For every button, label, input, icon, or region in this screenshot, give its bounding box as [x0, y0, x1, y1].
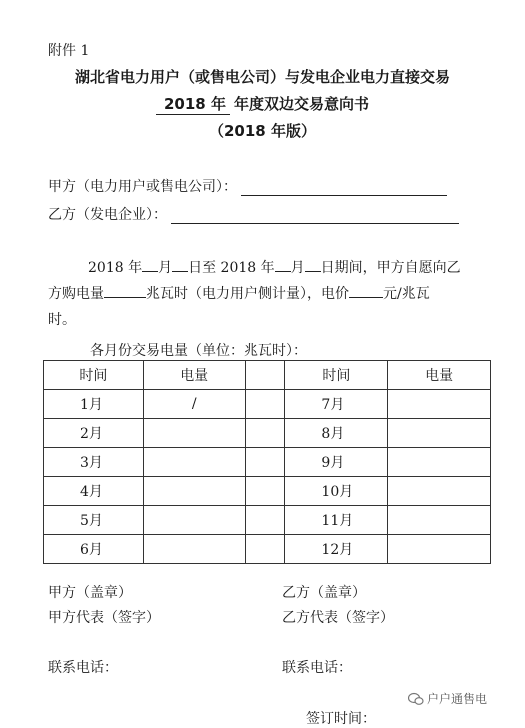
document-title-line1: 湖北省电力用户（或售电公司）与发电企业电力直接交易: [74, 68, 450, 86]
party-a-seal: 甲方（盖章）: [48, 585, 132, 601]
table-cell: 11月: [285, 506, 388, 535]
monthly-volume-table: [43, 360, 491, 564]
table-cell: [245, 390, 285, 419]
period-text: 月: [290, 260, 305, 276]
month-blank: [142, 257, 158, 272]
table-cell: [388, 535, 491, 564]
party-b-blank-line: [171, 209, 459, 224]
document-title-line2: [0, 93, 525, 115]
party-b-row: [48, 204, 459, 224]
table-cell: [245, 477, 285, 506]
quantity-blank: [104, 283, 146, 298]
table-header-cell: 时间: [44, 361, 144, 390]
title-line2-rest: 年度双边交易意向书: [233, 95, 369, 113]
table-cell: 5月: [44, 506, 144, 535]
day-blank: [172, 257, 188, 272]
party-b-representative: 乙方代表（签字）: [282, 610, 394, 626]
title-year: 2018 年: [156, 93, 230, 115]
table-cell: 4月: [44, 477, 144, 506]
table-cell: 9月: [285, 448, 388, 477]
signing-time: 签订时间：: [306, 711, 376, 727]
period-text: 日期间，甲方自愿向乙: [320, 260, 461, 276]
attachment-label: 附件 1: [48, 43, 90, 59]
period-text: 方购电量: [48, 286, 104, 302]
table-cell: 7月: [285, 390, 388, 419]
table-cell: [388, 448, 491, 477]
party-a-phone: 联系电话：: [48, 660, 118, 676]
month-blank: [275, 257, 291, 272]
table-header-cell: 电量: [388, 361, 491, 390]
table-cell: [245, 419, 285, 448]
party-b-seal: 乙方（盖章）: [282, 585, 366, 601]
party-b-phone: 联系电话：: [282, 660, 352, 676]
table-row: [44, 448, 491, 477]
table-cell: [388, 506, 491, 535]
table-header-cell: [245, 361, 285, 390]
table-cell: [143, 448, 245, 477]
table-row: [44, 419, 491, 448]
table-header-cell: 电量: [143, 361, 245, 390]
table-header-cell: 时间: [285, 361, 388, 390]
table-cell: [388, 390, 491, 419]
table-row: [44, 390, 491, 419]
period-line-1: [88, 255, 461, 281]
table-caption: 各月份交易电量（单位：兆瓦时）：: [90, 343, 307, 359]
table-cell: 3月: [44, 448, 144, 477]
table-header-row: [44, 361, 491, 390]
party-a-label: 甲方（电力用户或售电公司）：: [48, 179, 237, 195]
period-line-3: 时。: [48, 312, 76, 328]
party-a-representative: 甲方代表（签字）: [48, 610, 160, 626]
table-cell: [143, 506, 245, 535]
party-a-row: [48, 176, 447, 196]
table-cell: [388, 477, 491, 506]
table-cell: 2月: [44, 419, 144, 448]
table-cell: 1月: [44, 390, 144, 419]
table-cell: [143, 535, 245, 564]
table-cell: /: [143, 390, 245, 419]
table-row: [44, 535, 491, 564]
table-cell: [143, 477, 245, 506]
period-text: 兆瓦时（电力用户侧计量），电价: [146, 286, 349, 302]
chat-bubble-icon: [408, 692, 424, 706]
period-text: 月: [158, 260, 173, 276]
table-cell: [245, 506, 285, 535]
watermark-text: 户户通售电: [427, 692, 488, 706]
period-line-2: [48, 281, 430, 307]
table-row: [44, 477, 491, 506]
period-text: 元/兆瓦: [383, 286, 430, 302]
price-blank: [349, 283, 383, 298]
party-b-label: 乙方（发电企业）：: [48, 207, 167, 223]
table-cell: [143, 419, 245, 448]
party-a-blank-line: [241, 181, 447, 196]
day-blank: [305, 257, 321, 272]
table-cell: [388, 419, 491, 448]
document-edition: （2018 年版）: [209, 122, 316, 140]
period-text: 2018 年: [88, 260, 143, 276]
table-cell: [245, 535, 285, 564]
table-cell: 8月: [285, 419, 388, 448]
watermark: [408, 690, 487, 707]
table-cell: 10月: [285, 477, 388, 506]
period-text: 日至 2018 年: [188, 260, 275, 276]
table-cell: 12月: [285, 535, 388, 564]
table-row: [44, 506, 491, 535]
table-cell: 6月: [44, 535, 144, 564]
table-cell: [245, 448, 285, 477]
